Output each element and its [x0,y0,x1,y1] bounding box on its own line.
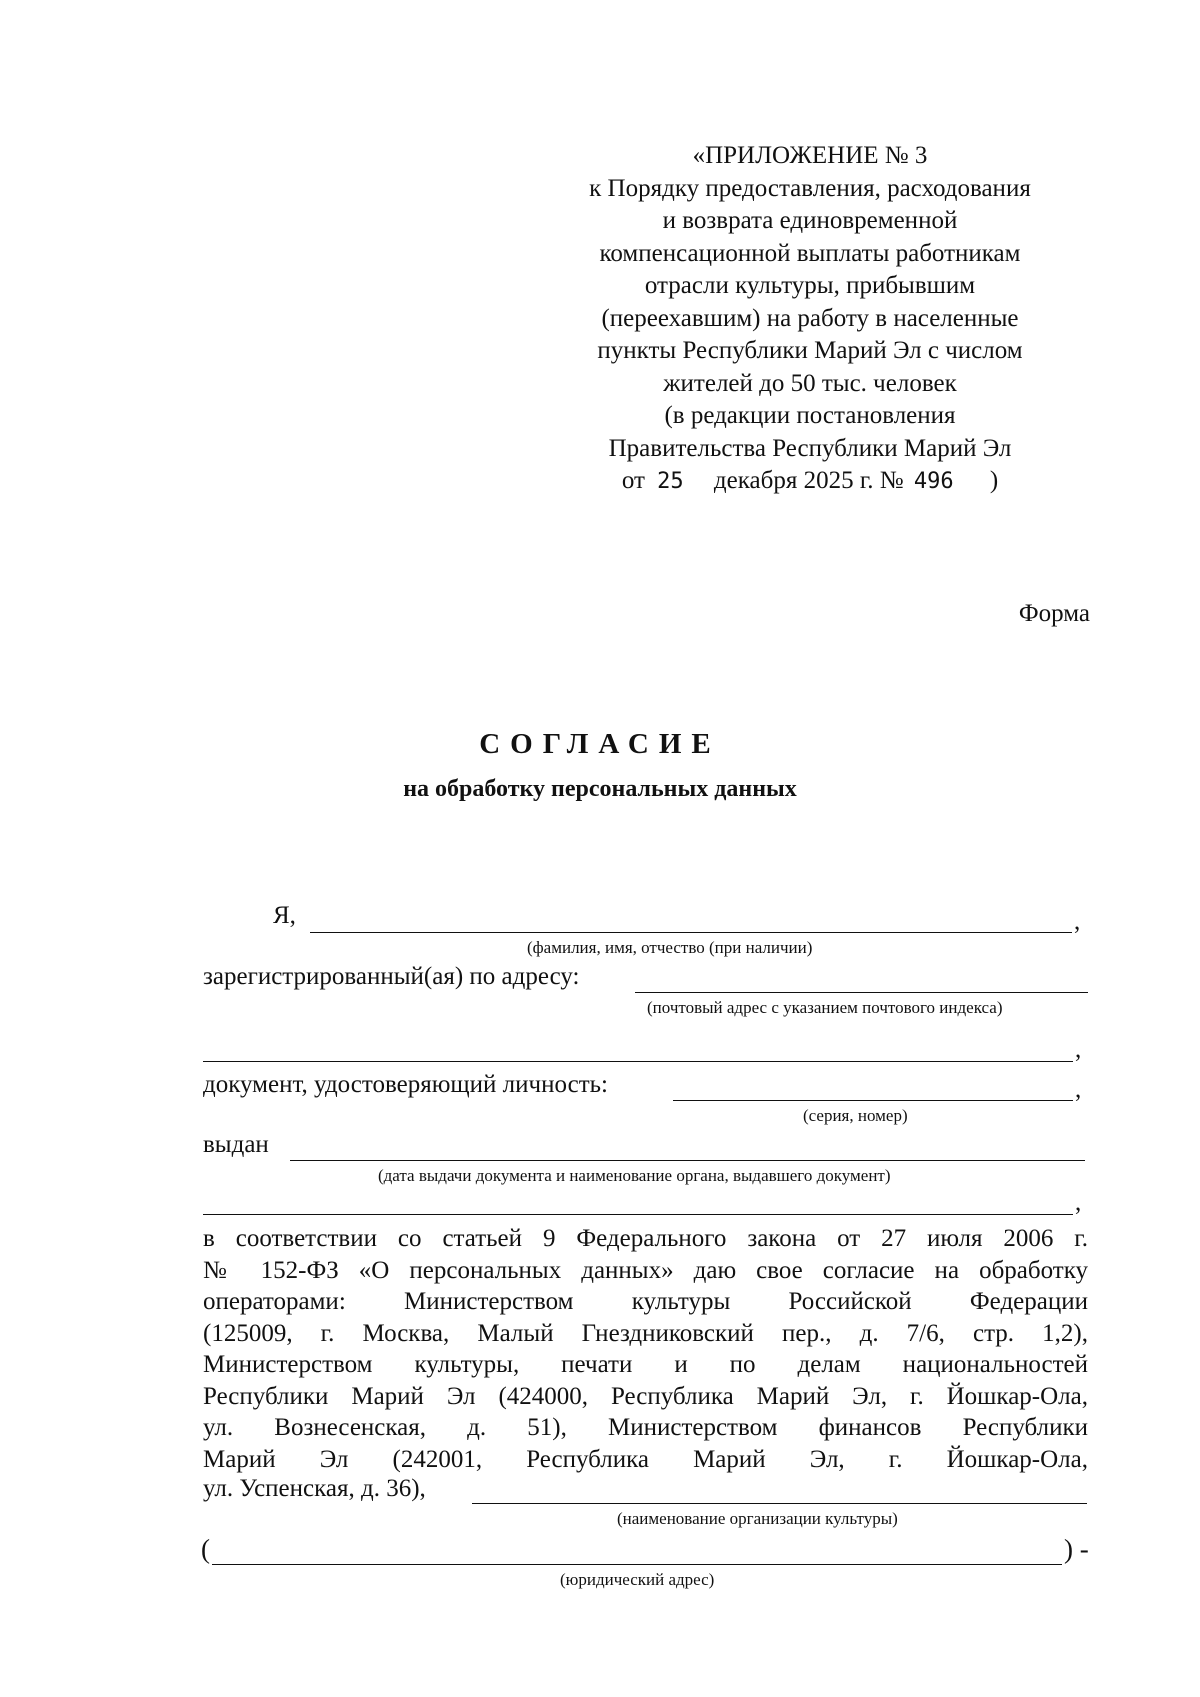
document-title: СОГЛАСИЕ [479,728,721,760]
registered-label: зарегистрированный(ая) по адресу: [203,963,580,990]
document-label: документ, удостоверяющий личность: [203,1071,608,1098]
paragraph-line: (125009, г. Москва, Малый Гнездниковский пер., д. 7/6, стр. 1,2), [203,1319,1088,1347]
header-line: «ПРИЛОЖЕНИЕ № 3 [692,142,928,169]
paragraph-line: № 152-ФЗ «О персональных данных» даю свое согласие на обработку [203,1256,1088,1284]
header-line: Правительства Республики Марий Эл [608,434,1012,462]
header-line: пункты Республики Марий Эл с числом [597,337,1023,364]
fio-comma: , [1074,908,1081,935]
paragraph-line: Министерством культуры, печати и по делам национальностей [203,1351,1088,1378]
header-line: и возврата единовременной [662,207,958,234]
issued-comma: , [1075,1189,1082,1216]
address-field[interactable] [635,992,1088,993]
legal-address-caption: (юридический адрес) [560,1570,715,1589]
date-day: 25 [657,469,684,494]
issued-field[interactable] [290,1160,1085,1161]
legal-address-open: ( [201,1534,210,1564]
paragraph-line: операторами: Министерством культуры Российской Федерации [203,1288,1088,1315]
address-comma: , [1075,1036,1082,1063]
header-date-line [560,465,1060,499]
date-suffix: ) [989,467,999,494]
header-line: отрасли культуры, прибывшим [644,272,976,299]
legal-address-field[interactable] [212,1564,1062,1565]
appendix-header [560,140,1060,499]
i-label: Я, [273,902,296,929]
date-number: 496 [913,469,954,494]
issued-caption: (дата выдачи документа и наименование органа, выдавшего документ) [378,1166,891,1185]
paragraph-line: в соответствии со статьей 9 Федерального закона от 27 июля 2006 г. [203,1225,1088,1252]
address-caption: (почтовый адрес с указанием почтового индекса) [647,998,1003,1017]
document-field[interactable] [673,1100,1073,1101]
date-prefix: от [621,467,645,494]
header-line: жителей до 50 тыс. человек [663,369,957,397]
date-middle: декабря 2025 г. № [713,467,904,494]
document-caption: (серия, номер) [803,1106,908,1125]
header-line: (переехавшим) на работу в населенные [601,304,1019,332]
header-line: (в редакции постановления [664,402,956,429]
address-field-continued[interactable] [203,1061,1073,1062]
header-line: компенсационной выплаты работникам [599,239,1021,267]
issued-label: выдан [203,1131,269,1158]
paragraph-line: ул. Вознесенская, д. 51), Министерством финансов Республики [203,1414,1088,1441]
consent-paragraph [203,1223,1088,1475]
form-label: Форма [1018,600,1090,627]
org-name-field[interactable] [472,1503,1087,1504]
header-line: к Порядку предоставления, расходования [589,174,1031,202]
paragraph-line: Республики Марий Эл (424000, Республика Марий Эл, г. Йошкар-Ола, [203,1382,1088,1410]
document-comma: , [1075,1076,1082,1103]
paragraph-line: Марий Эл (242001, Республика Марий Эл, г. Йошкар-Ола, [203,1445,1088,1473]
issued-field-continued[interactable] [203,1214,1073,1215]
document-subtitle: на обработку персональных данных [403,776,797,802]
legal-address-close: ) - [1064,1534,1089,1564]
fio-caption: (фамилия, имя, отчество (при наличии) [527,938,813,957]
fio-field[interactable] [310,932,1072,933]
org-caption: (наименование организации культуры) [617,1509,898,1528]
last-line-text: ул. Успенская, д. 36), [203,1475,426,1502]
